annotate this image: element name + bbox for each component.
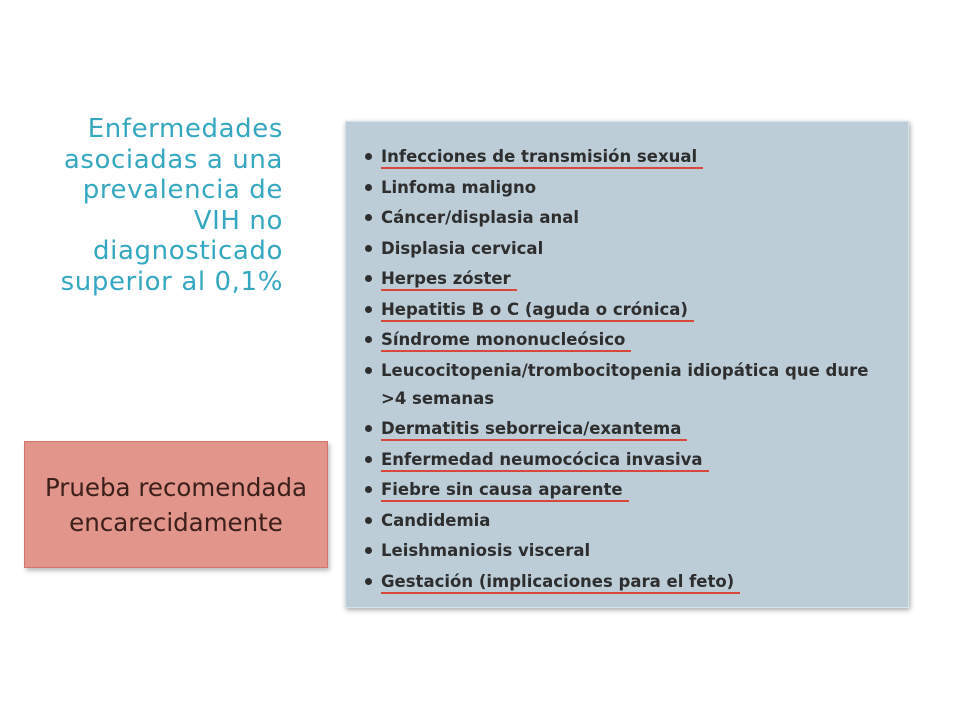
condition-label: Hepatitis B o C (aguda o crónica) bbox=[381, 300, 694, 322]
recommendation-text: Prueba recomendada encarecidamente bbox=[44, 472, 308, 537]
condition-label: Fiebre sin causa aparente bbox=[381, 480, 629, 502]
slide-title: Enfermedades asociadas a una prevalencia de VIH no diagnosticado superior al 0,1% bbox=[60, 114, 283, 297]
condition-item bbox=[346, 446, 908, 474]
condition-label: Candidemia bbox=[381, 510, 491, 530]
bullet-icon bbox=[365, 184, 372, 191]
bullet-icon bbox=[365, 578, 372, 585]
condition-item bbox=[346, 507, 908, 535]
condition-label: Linfoma maligno bbox=[381, 177, 537, 197]
condition-item bbox=[346, 204, 908, 232]
bullet-icon bbox=[365, 306, 372, 313]
bullet-icon bbox=[365, 367, 372, 374]
bullet-icon bbox=[365, 214, 372, 221]
condition-label: Cáncer/displasia anal bbox=[381, 208, 580, 227]
condition-label: Leishmaniosis visceral bbox=[381, 541, 591, 560]
condition-item bbox=[346, 296, 908, 324]
conditions-list bbox=[346, 143, 908, 598]
bullet-icon bbox=[365, 275, 372, 282]
bullet-icon bbox=[365, 547, 372, 554]
condition-item bbox=[346, 476, 908, 504]
bullet-icon bbox=[365, 245, 372, 252]
conditions-panel bbox=[345, 121, 909, 608]
condition-item bbox=[346, 235, 908, 263]
condition-label: Herpes zóster bbox=[381, 269, 517, 291]
condition-label: Displasia cervical bbox=[381, 238, 544, 258]
condition-label: Leucocitopenia/trombocitopenia idiopática que dure >4 semanas bbox=[381, 360, 869, 408]
condition-label: Dermatitis seborreica/exantema bbox=[381, 419, 687, 441]
condition-label: Síndrome mononucleósico bbox=[381, 330, 631, 352]
condition-item bbox=[346, 357, 908, 413]
condition-label: Enfermedad neumocócica invasiva bbox=[381, 450, 709, 472]
bullet-icon bbox=[365, 456, 372, 463]
condition-label: Infecciones de transmisión sexual bbox=[381, 147, 703, 169]
bullet-icon bbox=[365, 153, 372, 160]
condition-item bbox=[346, 174, 908, 202]
condition-item bbox=[346, 265, 908, 293]
condition-item bbox=[346, 326, 908, 354]
bullet-icon bbox=[365, 486, 372, 493]
bullet-icon bbox=[365, 517, 372, 524]
condition-label: Gestación (implicaciones para el feto) bbox=[381, 572, 740, 594]
recommendation-callout bbox=[24, 441, 328, 568]
bullet-icon bbox=[365, 425, 372, 432]
condition-item bbox=[346, 143, 908, 171]
condition-item bbox=[346, 415, 908, 443]
condition-item bbox=[346, 568, 908, 596]
condition-item bbox=[346, 537, 908, 565]
bullet-icon bbox=[365, 336, 372, 343]
